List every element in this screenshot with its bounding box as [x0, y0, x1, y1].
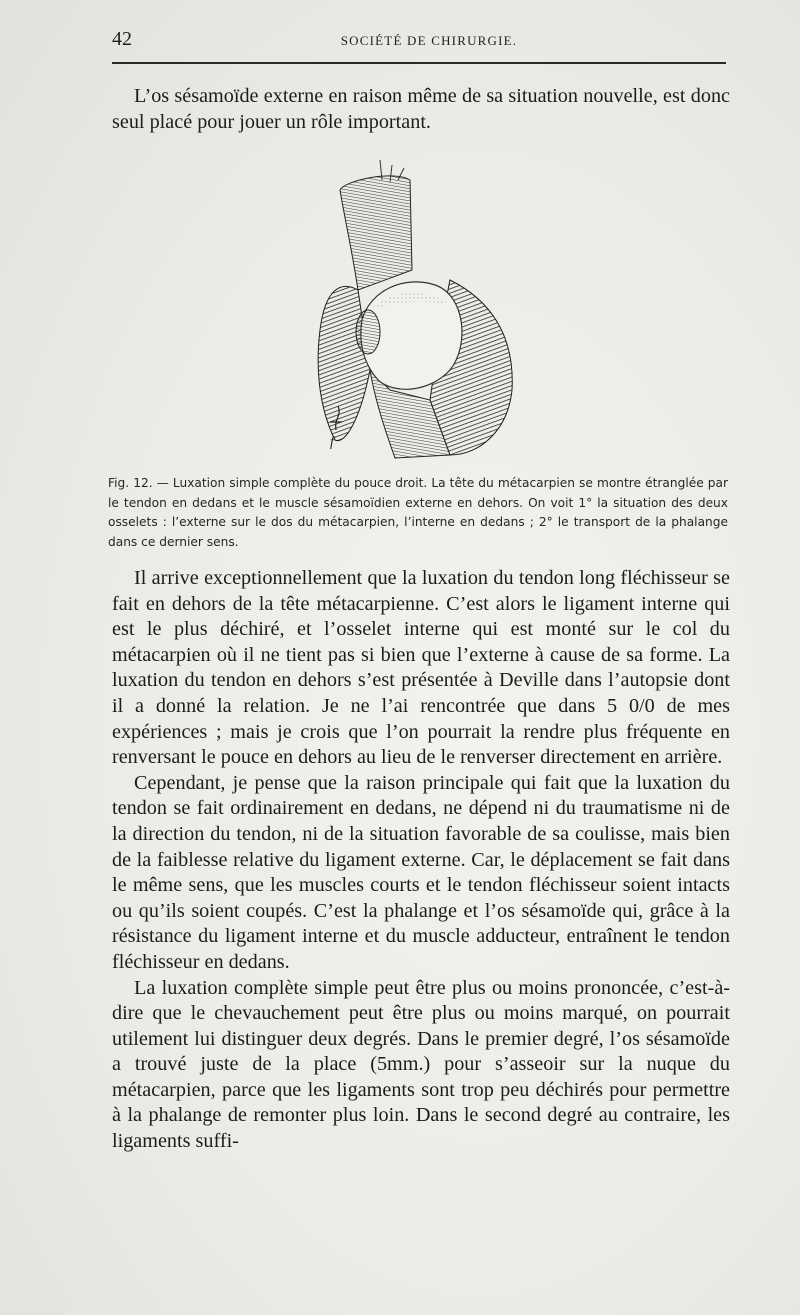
paragraph-2: Cependant, je pense que la raison principale qui fait que la luxation du tendon se fait ordinairement en dedans, ne dépend ni du traumatisme ni de la direction du tendon, ni de la situation favorable de sa coulisse, mais bien de la faiblesse relative du ligament externe. Car, le déplacement se fait dans le même sens, que les muscles courts et le tendon fléchisseur soient intacts ou qu’ils soient coupés. C’est la phalange et l’os sésamoïde qui, grâce à la résistance du ligament interne et du muscle adducteur, entraînent le tendon fléchisseur en dedans. — [112, 771, 730, 973]
figure-caption — [108, 474, 728, 552]
thumb-dislocation-illustration — [300, 160, 530, 460]
figure-label-f: f — [330, 435, 334, 450]
header-rule — [112, 62, 726, 64]
page-number: 42 — [112, 28, 132, 50]
running-head: SOCIÉTÉ DE CHIRURGIE. — [340, 33, 518, 48]
paragraph-1: Il arrive exceptionnellement que la luxation du tendon long fléchisseur se fait en dehors de la tête métacarpienne. C’est alors le ligament interne qui est le plus déchiré, et l’osselet interne qui est monté sur le col du métacarpien où il ne tient pas si bien que l’externe à cause de sa forme. La luxation du tendon en dehors s’est présentée à Deville dans l’autopsie dont il a donné la relation. Je ne l’ai rencontrée que dans 5 0/0 de mes expériences ; mais je crois que l’on pourrait la rendre plus fréquente en renversant le pouce en dehors au lieu de le renverser directement en arrière. — [112, 567, 730, 769]
body-text — [112, 566, 730, 1155]
page-header — [112, 28, 726, 58]
paragraph-3: La luxation complète simple peut être plus ou moins prononcée, c’est-à-dire que le chevauchement peut être plus ou moins marqué, on pourrait utilement lui distinguer deux degrés. Dans le premier degré, l’os sésamoïde a trouvé juste de la place (5mm.) pour s’asseoir sur la nuque du métacarpien, parce que les ligaments sont trop peu déchirés pour permettre à la phalange de remonter plus loin. Dans le second degré au contraire, les ligaments suffi- — [112, 976, 730, 1153]
anatomical-figure — [300, 160, 530, 460]
intro-paragraph: L’os sésamoïde externe en raison même de sa situation nouvelle, est donc seul placé pour jouer un rôle important. — [112, 85, 730, 133]
figure-caption-text: Fig. 12. — Luxation simple complète du pouce droit. La tête du métacarpien se montre étranglée par le tendon en dedans et le muscle sésamoïdien externe en dehors. On voit 1° la situation des deux osselets : l’externe sur le dos du métacarpien, l’interne en dedans ; 2° le transport de la phalange dans ce dernier sens. — [108, 476, 728, 549]
intro-text — [112, 84, 730, 135]
